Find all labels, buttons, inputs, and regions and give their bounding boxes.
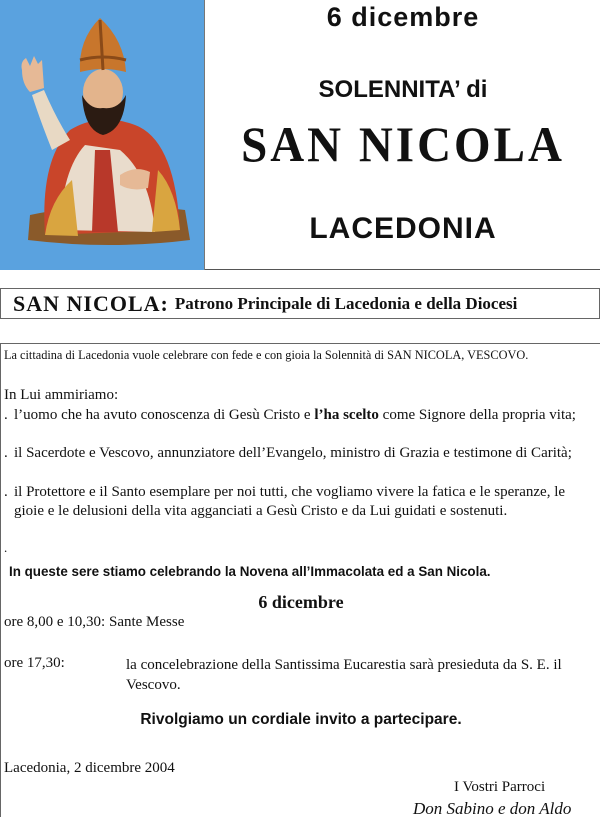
bullet: . (4, 484, 8, 500)
banner-patron-text: Patrono Principale di Lacedonia e della Diocesi (174, 293, 518, 313)
list-item-text-bold: l’ha scelto (314, 407, 379, 423)
mass-text: Sante Messe (108, 614, 185, 630)
banner-saint-name: SAN NICOLA: (13, 290, 169, 316)
list-item (4, 444, 594, 463)
signers-names: Don Sabino e don Aldo (413, 799, 572, 817)
bullet: . (4, 445, 8, 461)
announcement-body (0, 343, 600, 817)
list-item (4, 483, 594, 521)
place-date: Lacedonia, 2 dicembre 2004 (4, 760, 175, 776)
list-item (4, 406, 594, 425)
admire-heading: In Lui ammiriamo: (4, 387, 119, 403)
patron-banner (0, 288, 600, 319)
list-item-text-part: l’uomo che ha avuto conoscenza di Gesù Cristo e (14, 407, 315, 423)
list-item-text: il Protettore e il Santo esemplare per noi tutti, che vogliamo vivere la fatica e le speranze, le gioie e le delusioni della vita agganciati a Gesù Cristo e da Lui guidati e sostenuti. (14, 484, 566, 519)
list-item-text (4, 406, 594, 425)
bullet: . (4, 407, 8, 423)
intro-paragraph: La cittadina di Lacedonia vuole celebrare con fede e con gioia la Solennità di SAN NICOLA, VESCOVO. (4, 348, 529, 362)
mass-schedule-row (4, 614, 184, 631)
saint-name-title: SAN NICOLA (241, 117, 565, 173)
saint-statue-illustration (0, 0, 205, 270)
date-heading: 6 dicembre (326, 2, 480, 32)
header (0, 0, 600, 270)
celebration-text: la concelebrazione della Santissima Eucarestia sarà presieduta da S. E. il Vescovo. (126, 657, 562, 693)
list-item-text: il Sacerdote e Vescovo, annunziatore dell’Evangelo, ministro di Grazia e testimone di Carità; (14, 445, 572, 461)
solemnity-heading: SOLENNITA’ di (318, 76, 488, 103)
signature-label: I Vostri Parroci (454, 779, 546, 795)
saint-statue-image (0, 0, 205, 270)
invitation-line: Rivolgiamo un cordiale invito a partecipare. (140, 711, 462, 728)
stray-dot: . (4, 540, 8, 555)
mass-time: ore 8,00 e 10,30: (4, 614, 106, 630)
novena-notice: In queste sere stiamo celebrando la Novena all’Immacolata ed a San Nicola. (9, 564, 491, 579)
schedule-date: 6 dicembre (258, 592, 344, 612)
list-item-text-part: come Signore della propria vita; (378, 407, 576, 423)
celebration-time: ore 17,30: (4, 655, 65, 671)
town-name-heading: LACEDONIA (309, 212, 497, 245)
